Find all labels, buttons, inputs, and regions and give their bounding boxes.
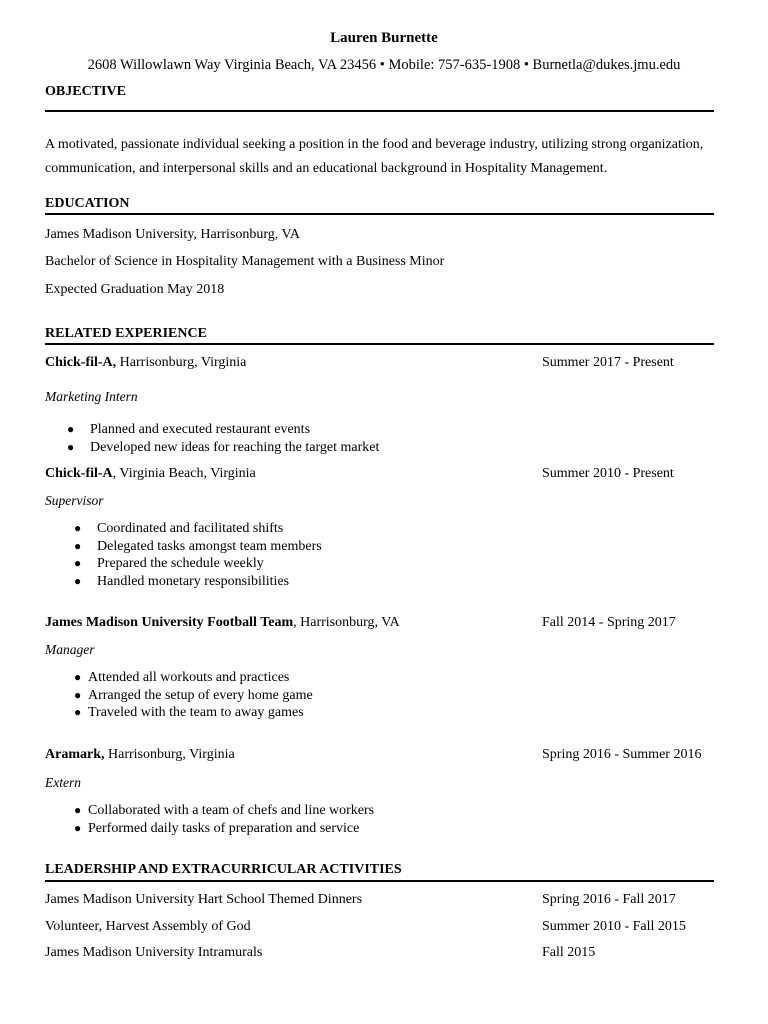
education-school: James Madison University, Harrisonburg, VA	[45, 227, 300, 242]
list-item: ● Prepared the schedule weekly	[74, 556, 264, 571]
contact-line: 2608 Willowlawn Way Virginia Beach, VA 23456 • Mobile: 757-635-1908 • Burnetla@dukes.jmu.edu	[87, 57, 681, 73]
activity-name: James Madison University Intramurals	[45, 945, 263, 960]
job-role: Extern	[45, 775, 81, 790]
job-title-line	[45, 355, 246, 371]
job-location: , Virginia Beach, Virginia	[112, 466, 256, 481]
list-item: ● Collaborated with a team of chefs and line workers	[74, 803, 375, 818]
leadership-divider	[45, 880, 714, 882]
list-item: ● Coordinated and facilitated shifts	[74, 521, 284, 536]
job-dates: Spring 2016 - Summer 2016	[542, 747, 702, 762]
job-title-line	[45, 615, 400, 631]
education-divider	[45, 213, 714, 215]
resume-name: Lauren Burnette	[330, 30, 438, 46]
objective-divider	[45, 110, 714, 112]
job-employer: James Madison University Football Team	[45, 615, 294, 630]
job-employer: Aramark,	[45, 747, 105, 762]
job-employer: Chick-fil-A,	[45, 355, 117, 370]
bullet-icon: ●	[74, 521, 82, 535]
leadership-heading: LEADERSHIP AND EXTRACURRICULAR ACTIVITIES	[45, 862, 402, 877]
education-graduation: Expected Graduation May 2018	[45, 282, 225, 297]
education-heading: EDUCATION	[45, 196, 130, 211]
activity-dates: Summer 2010 - Fall 2015	[542, 919, 686, 934]
experience-heading: RELATED EXPERIENCE	[45, 326, 207, 341]
job-location: , Harrisonburg, VA	[293, 615, 400, 630]
list-item: ● Delegated tasks amongst team members	[74, 538, 322, 554]
activity-dates: Spring 2016 - Fall 2017	[542, 892, 676, 907]
job-duties-list	[67, 421, 379, 456]
list-item: ● Handled monetary responsibilities	[74, 573, 290, 589]
job-role: Manager	[45, 642, 95, 657]
bullet-icon: ●	[74, 820, 82, 835]
job-role: Supervisor	[45, 493, 104, 508]
bullet-icon: ●	[67, 439, 75, 454]
list-item: ● Performed daily tasks of preparation and service	[74, 820, 360, 836]
bullet-icon: ●	[74, 705, 82, 719]
job-employer: Chick-fil-A	[45, 466, 113, 481]
job-location: Harrisonburg, Virginia	[116, 355, 247, 370]
job-dates: Fall 2014 - Spring 2017	[542, 615, 676, 630]
bullet-icon: ●	[67, 422, 75, 436]
activity-dates: Fall 2015	[542, 945, 596, 960]
job-title-line	[45, 466, 256, 482]
education-degree: Bachelor of Science in Hospitality Management with a Business Minor	[45, 254, 445, 269]
job-dates: Summer 2017 - Present	[542, 355, 674, 370]
list-item: ● Attended all workouts and practices	[74, 670, 290, 685]
bullet-icon: ●	[74, 573, 82, 588]
activity-name: James Madison University Hart School Themed Dinners	[45, 892, 363, 907]
bullet-icon: ●	[74, 538, 82, 553]
activity-name: Volunteer, Harvest Assembly of God	[45, 919, 251, 934]
objective-text: A motivated, passionate individual seeking a position in the food and beverage industry, utilizing strong organization, communication, and interpersonal skills and an educational background in Hospitality Management.	[45, 137, 704, 176]
job-title-line	[45, 747, 235, 763]
job-dates: Summer 2010 - Present	[542, 466, 674, 481]
experience-divider	[45, 343, 714, 345]
job-duties-list	[74, 802, 374, 837]
bullet-icon: ●	[74, 687, 82, 702]
job-duties-list	[74, 669, 313, 722]
job-location: Harrisonburg, Virginia	[104, 747, 235, 762]
bullet-icon: ●	[74, 803, 82, 817]
list-item: ● Developed new ideas for reaching the target market	[67, 439, 380, 455]
job-role: Marketing Intern	[45, 389, 138, 404]
job-duties-list	[74, 520, 322, 590]
objective-heading: OBJECTIVE	[45, 84, 126, 99]
list-item: ● Traveled with the team to away games	[74, 705, 304, 720]
bullet-icon: ●	[74, 670, 82, 684]
bullet-icon: ●	[74, 556, 82, 570]
list-item: ● Arranged the setup of every home game	[74, 687, 313, 703]
list-item: ● Planned and executed restaurant events	[67, 422, 311, 437]
